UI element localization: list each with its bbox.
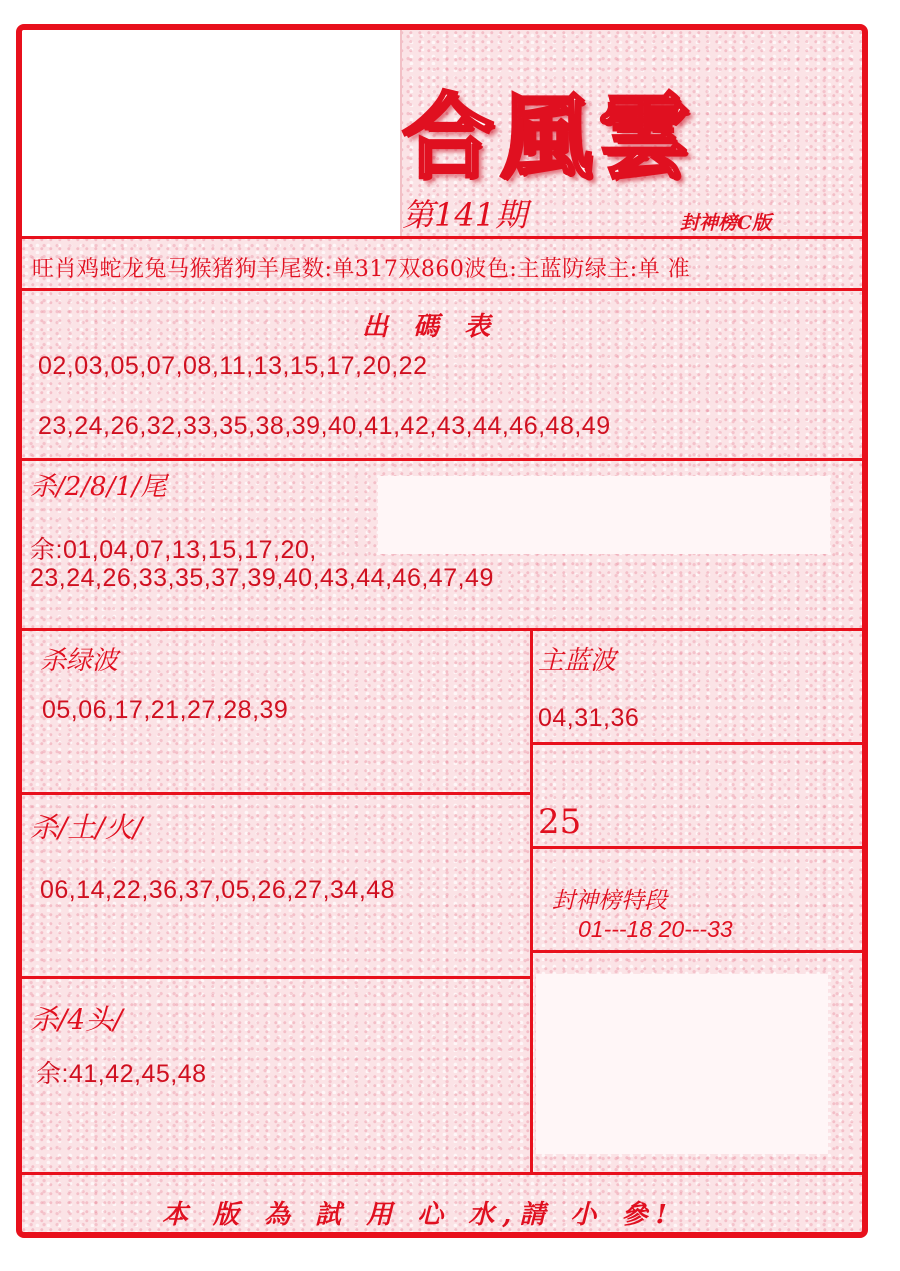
divider	[530, 846, 868, 849]
sha-tu-huo-numbers: 06,14,22,36,37,05,26,27,34,48	[40, 876, 396, 904]
chu-ma-biao-title: 出 碼 表	[362, 312, 499, 342]
sha-wei-line-1: 余:01,04,07,13,15,17,20,	[30, 536, 317, 564]
sha-wei-line-2: 23,24,26,33,35,37,39,40,43,44,46,47,49	[30, 564, 494, 592]
divider	[22, 288, 862, 291]
lottery-sheet	[16, 24, 868, 1238]
summary-line: 旺肖鸡蛇龙兔马猴猪狗羊尾数:单317双860波色:主蓝防绿主:单 准	[32, 257, 691, 282]
sha-wei-title: 杀/2/8/1/尾	[30, 472, 167, 502]
divider	[22, 976, 532, 979]
zhu-lan-bo-numbers: 04,31,36	[538, 704, 640, 732]
sha-lv-bo-numbers: 05,06,17,21,27,28,39	[42, 696, 289, 724]
divider	[22, 628, 862, 631]
chu-ma-row-1: 02,03,05,07,08,11,13,15,17,20,22	[38, 352, 428, 380]
divider	[22, 236, 862, 239]
zhu-lan-bo-title: 主蓝波	[538, 646, 617, 676]
divider	[22, 792, 532, 795]
footer-note: 本 版 為 試 用 心 水,請 小 參!	[162, 1200, 675, 1230]
divider	[22, 458, 862, 461]
blank-area	[378, 476, 830, 554]
issue-number: 第141期	[402, 196, 528, 234]
sha-tou-numbers: 余:41,42,45,48	[36, 1060, 207, 1088]
divider	[530, 742, 868, 745]
sha-tou-title: 杀/4头/	[30, 1003, 123, 1036]
edition-label: 封神榜C版	[680, 212, 772, 234]
single-number: 25	[538, 802, 582, 842]
logo-blank-area	[22, 30, 402, 238]
column-divider	[530, 628, 533, 1174]
blank-area	[536, 974, 828, 1154]
sha-lv-bo-title: 杀绿波	[40, 646, 119, 676]
page-title: 合風雲	[402, 83, 697, 191]
divider	[22, 1172, 862, 1175]
chu-ma-row-2: 23,24,26,32,33,35,38,39,40,41,42,43,44,46,48,49	[38, 412, 611, 440]
fengshen-duan-title: 封神榜特段	[552, 888, 667, 914]
fengshen-duan-range: 01---18 20---33	[578, 916, 733, 942]
divider	[530, 950, 868, 953]
sha-tu-huo-title: 杀/土/火/	[30, 811, 143, 844]
